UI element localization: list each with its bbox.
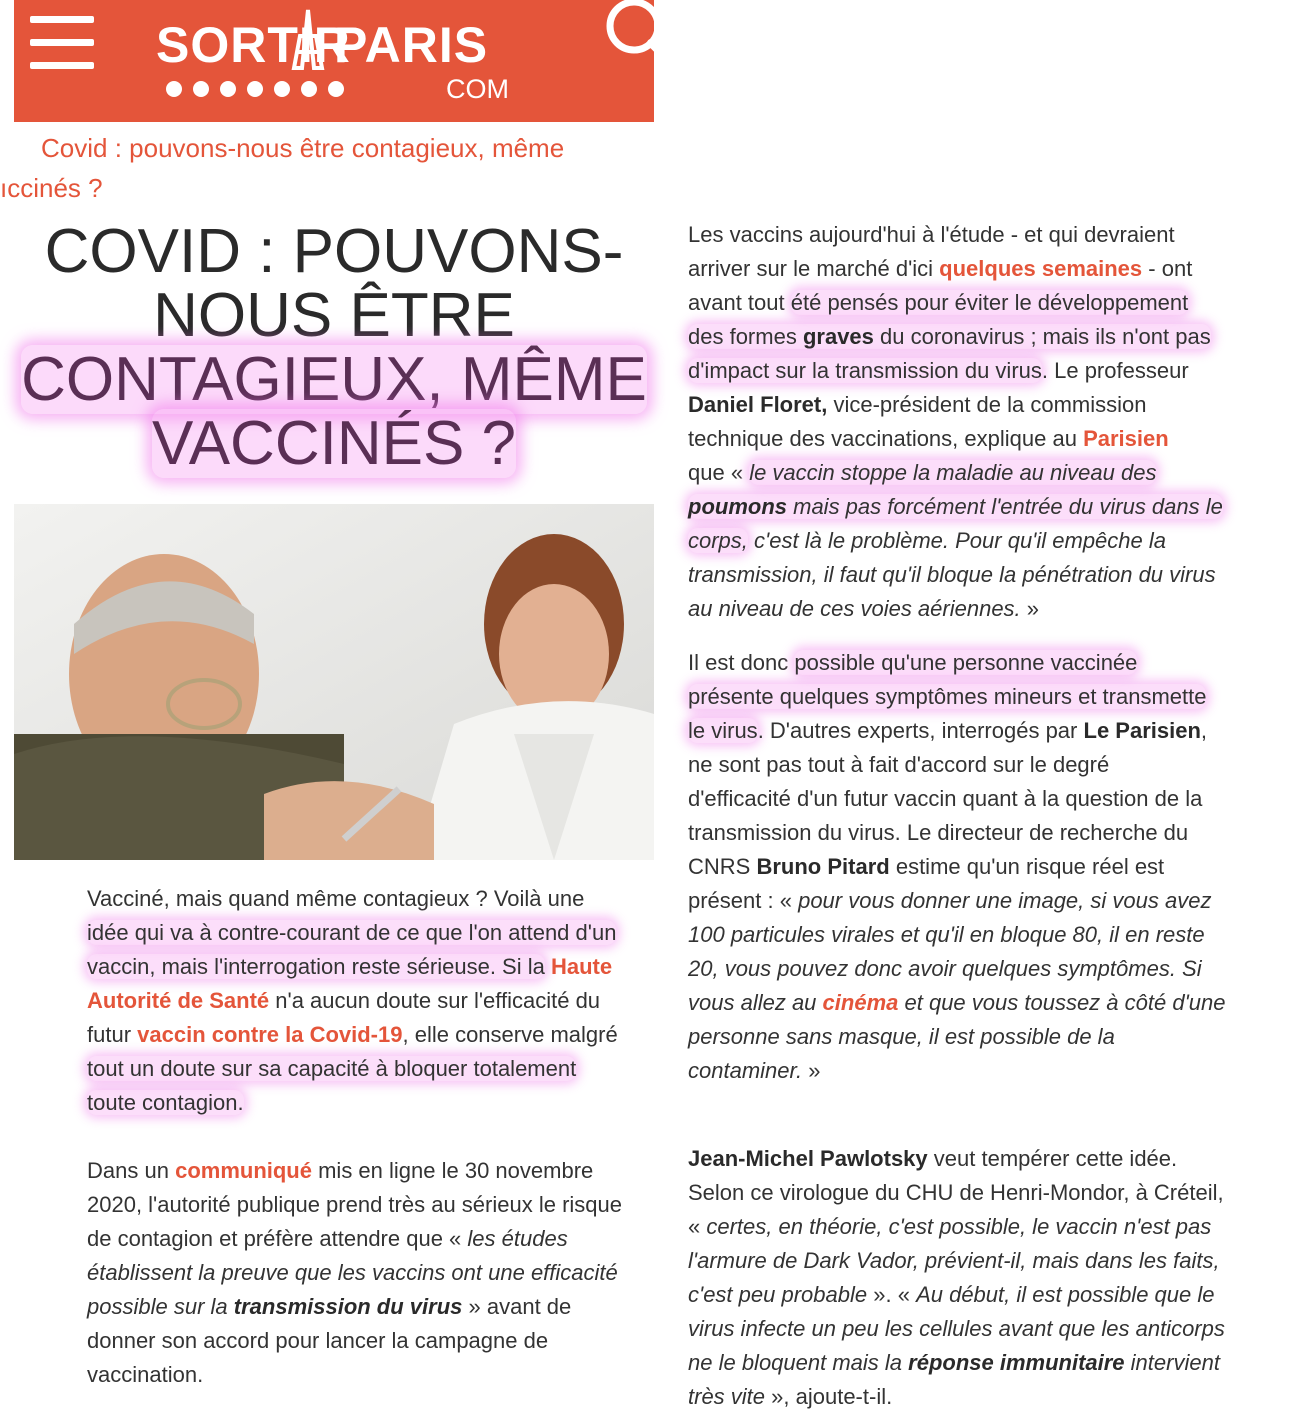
p4-text: . D'autres experts, interrogés par bbox=[757, 718, 1078, 743]
p3-text: vice-président de la commission bbox=[833, 392, 1147, 417]
p3-quote-highlight: corps, bbox=[688, 528, 748, 553]
title-line-2 bbox=[14, 281, 654, 350]
article-body-right bbox=[688, 218, 1288, 1414]
site-logo[interactable] bbox=[156, 8, 536, 112]
p3-highlight: des formes bbox=[688, 324, 797, 349]
breadcrumb[interactable] bbox=[0, 128, 650, 208]
p1-text: futur bbox=[87, 1022, 132, 1047]
p4-highlight: présente quelques symptômes mineurs et transmette bbox=[688, 684, 1207, 709]
p2-text: 2020, l'autorité publique prend très au sérieux le risque bbox=[87, 1192, 622, 1217]
p3-highlight: été pensés pour éviter le développement bbox=[790, 290, 1189, 315]
title-line-3-text: CONTAGIEUX, MÊME bbox=[21, 345, 647, 414]
p3-highlight: d'impact sur la transmission du virus bbox=[688, 358, 1042, 383]
search-icon[interactable] bbox=[600, 0, 654, 70]
paragraph-5 bbox=[688, 1142, 1288, 1414]
p5-quote: virus infecte un peu les cellules avant que les anticorps bbox=[688, 1316, 1225, 1341]
paragraph-1 bbox=[87, 882, 677, 1120]
eiffel-tower-icon bbox=[278, 8, 338, 78]
p4-text: estime qu'un risque réel est bbox=[895, 854, 1165, 879]
link-parisien[interactable]: Parisien bbox=[1083, 426, 1169, 451]
p5-quote: Au début, il est possible que le bbox=[916, 1282, 1215, 1307]
p5-bold-name: Jean-Michel Pawlotsky bbox=[688, 1146, 928, 1171]
p3-text: avant tout bbox=[688, 290, 785, 315]
p5-quote: l'armure de Dark Vador, prévient-il, mais dans les faits, bbox=[688, 1248, 1220, 1273]
p1-line-highlight: tout un doute sur sa capacité à bloquer totalement bbox=[87, 1056, 577, 1081]
p2-quote: établissent la preuve que les vaccins ont une efficacité bbox=[87, 1260, 618, 1285]
p1-text: , elle conserve malgré bbox=[402, 1022, 618, 1047]
p4-text: Il est donc bbox=[688, 650, 789, 675]
p1-line-highlight: vaccin, mais l'interrogation reste sérieuse. Si la bbox=[87, 954, 545, 979]
p3-text: technique des vaccinations, explique au bbox=[688, 426, 1077, 451]
p3-text: arriver sur le marché d'ici bbox=[688, 256, 934, 281]
article-title bbox=[14, 217, 654, 478]
link-haute-autorite[interactable]: Haute bbox=[550, 954, 613, 979]
p4-text: , bbox=[1200, 718, 1208, 743]
p4-highlight: possible qu'une personne vaccinée bbox=[794, 650, 1138, 675]
p3-text: . Le professeur bbox=[1041, 358, 1189, 383]
p4-quote: personne sans masque, il est possible de la bbox=[688, 1024, 1115, 1049]
p5-text: « bbox=[688, 1214, 701, 1239]
logo-category-icons bbox=[166, 74, 436, 104]
p3-text: Les vaccins aujourd'hui à l'étude - et qui devraient bbox=[688, 222, 1175, 247]
p4-quote: contaminer. bbox=[688, 1058, 803, 1083]
p5-text: ». « bbox=[873, 1282, 910, 1307]
p5-quote: c'est peu probable bbox=[688, 1282, 868, 1307]
paragraph-3 bbox=[688, 218, 1288, 626]
p3-text: » bbox=[1026, 596, 1040, 621]
p2-quote: les études bbox=[467, 1226, 568, 1251]
p5-quote: certes, en théorie, c'est possible, le vaccin n'est pas bbox=[706, 1214, 1212, 1239]
vaccination-photo-illustration bbox=[14, 504, 654, 860]
p2-quote: possible sur la bbox=[87, 1294, 228, 1319]
p4-quote: 20, vous pouvez donc avoir quelques symptômes. Si bbox=[688, 956, 1202, 981]
p2-quote-bold: transmission du virus bbox=[233, 1294, 463, 1319]
title-line-3 bbox=[14, 345, 654, 414]
p4-text: CNRS bbox=[688, 854, 751, 879]
article-photo bbox=[14, 504, 654, 860]
p3-quote-bold: poumons bbox=[688, 494, 787, 519]
p3-quote-highlight: le vaccin stoppe la maladie au niveau des bbox=[749, 460, 1157, 485]
p5-quote-bold: réponse immunitaire bbox=[908, 1350, 1125, 1375]
p4-quote: 100 particules virales et qu'il en bloque 80, il en reste bbox=[688, 922, 1205, 947]
article-body-left bbox=[87, 882, 677, 1392]
p1-line-highlight: toute contagion. bbox=[87, 1090, 244, 1115]
p5-quote: intervient bbox=[1130, 1350, 1220, 1375]
p5-text: », ajoute-t-il. bbox=[771, 1384, 893, 1409]
breadcrumb-line-2[interactable]: ıccinés ? bbox=[0, 173, 103, 203]
p4-bold: Le Parisien bbox=[1083, 718, 1201, 743]
p5-quote: ne le bloquent mais la bbox=[688, 1350, 903, 1375]
p4-text: ne sont pas tout à fait d'accord sur le degré bbox=[688, 752, 1110, 777]
p1-line: Vacciné, mais quand même contagieux ? Voilà une bbox=[87, 886, 585, 911]
link-quelques-semaines[interactable]: quelques semaines bbox=[939, 256, 1143, 281]
link-communique[interactable]: communiqué bbox=[175, 1158, 312, 1183]
p2-text: vaccination. bbox=[87, 1362, 204, 1387]
link-autorite-de-sante[interactable]: Autorité de Santé bbox=[87, 988, 270, 1013]
p2-text: Dans un bbox=[87, 1158, 169, 1183]
paragraph-2 bbox=[87, 1154, 677, 1392]
p5-text: Selon ce virologue du CHU de Henri-Mondor, à Créteil, bbox=[688, 1180, 1224, 1205]
p5-quote: très vite bbox=[688, 1384, 766, 1409]
link-cinema[interactable]: cinéma bbox=[822, 990, 899, 1015]
p3-quote: au niveau de ces voies aériennes. bbox=[688, 596, 1021, 621]
p1-line-highlight: idée qui va à contre-courant de ce que l'on attend d'un bbox=[87, 920, 617, 945]
p4-quote: pour vous donner une image, si vous avez bbox=[798, 888, 1212, 913]
p4-quote: et que vous toussez à côté d'une bbox=[904, 990, 1226, 1015]
title-line-4-text: VACCINÉS ? bbox=[151, 409, 517, 478]
p4-text: » bbox=[808, 1058, 821, 1083]
p4-bold: Bruno Pitard bbox=[756, 854, 890, 879]
p1-text: n'a aucun doute sur l'efficacité du bbox=[275, 988, 601, 1013]
menu-icon[interactable] bbox=[30, 12, 94, 70]
p3-quote: transmission, il faut qu'il bloque la pénétration du virus bbox=[688, 562, 1216, 587]
p2-text: » avant de bbox=[468, 1294, 572, 1319]
logo-word-paris: PARIS bbox=[334, 17, 489, 73]
p3-highlight: du coronavirus ; mais ils n'ont pas bbox=[880, 324, 1211, 349]
p3-bold: graves bbox=[802, 324, 874, 349]
p4-text: transmission du virus. Le directeur de recherche du bbox=[688, 820, 1189, 845]
link-vaccin-covid[interactable]: vaccin contre la Covid-19 bbox=[137, 1022, 403, 1047]
p3-quote-highlight: mais pas forcément l'entrée du virus dans le bbox=[793, 494, 1223, 519]
logo-com: COM bbox=[446, 74, 509, 104]
p4-quote: vous allez au bbox=[688, 990, 817, 1015]
p2-text: de contagion et préfère attendre que « bbox=[87, 1226, 462, 1251]
title-line-1-text: COVID : POUVONS- bbox=[44, 217, 624, 286]
title-line-2-text: NOUS ÊTRE bbox=[153, 281, 515, 350]
logo-word-sortir: SORTIR bbox=[156, 17, 351, 73]
p2-text: mis en ligne le 30 novembre bbox=[318, 1158, 594, 1183]
p3-text: - ont bbox=[1148, 256, 1193, 281]
p5-text: veut tempérer cette idée. bbox=[933, 1146, 1178, 1171]
title-line-1 bbox=[14, 217, 654, 286]
p3-text: que « bbox=[688, 460, 744, 485]
p4-highlight: le virus bbox=[688, 718, 758, 743]
p2-text: donner son accord pour lancer la campagne de bbox=[87, 1328, 549, 1353]
breadcrumb-line-1[interactable]: Covid : pouvons-nous être contagieux, même bbox=[41, 133, 565, 163]
p3-bold-name: Daniel Floret, bbox=[688, 392, 828, 417]
title-line-4 bbox=[14, 409, 654, 478]
site-header bbox=[14, 0, 654, 122]
p4-text: présent : « bbox=[688, 888, 792, 913]
p3-quote: c'est là le problème. Pour qu'il empêche la bbox=[754, 528, 1166, 553]
p4-text: d'efficacité d'un futur vaccin quant à la question de la bbox=[688, 786, 1203, 811]
paragraph-4 bbox=[688, 646, 1288, 1088]
